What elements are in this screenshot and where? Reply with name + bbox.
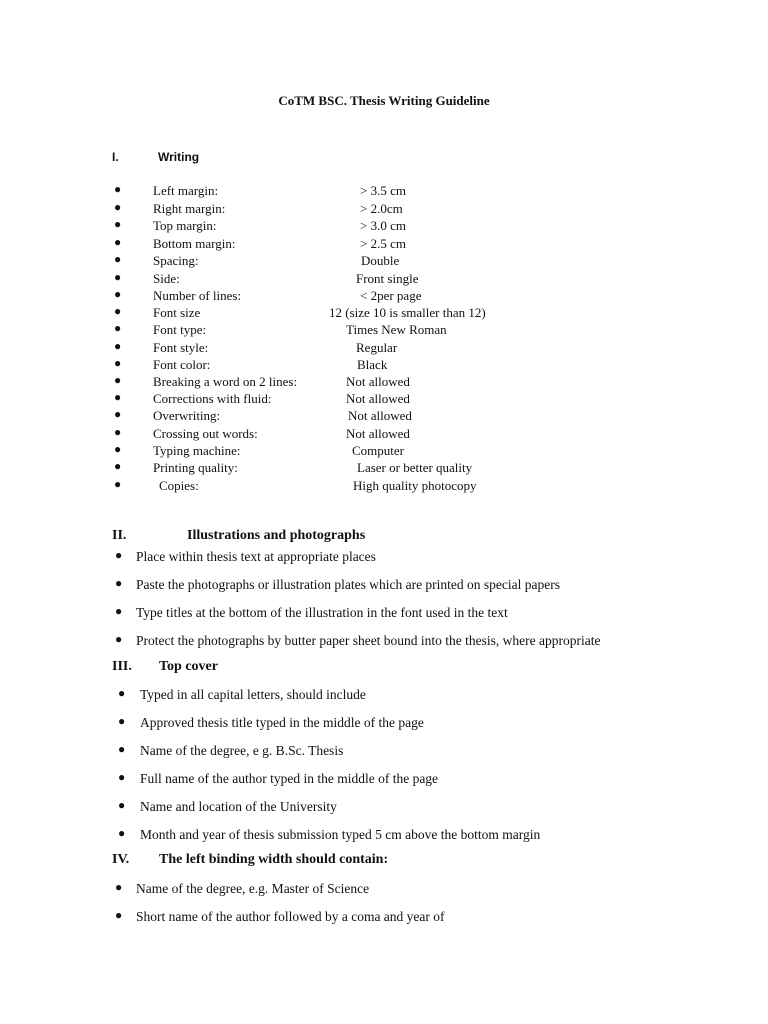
- spec-label: Font type:: [153, 322, 207, 337]
- section-title: Illustrations and photographs: [187, 528, 366, 543]
- list-item-text: Short name of the author followed by a coma and year of: [136, 909, 445, 924]
- bullet-icon: ●: [114, 459, 122, 473]
- bullet-icon: ●: [114, 235, 122, 249]
- bullet-icon: ●: [118, 798, 126, 812]
- spec-row-right-margin: [0, 201, 768, 218]
- bullet-icon: ●: [118, 714, 126, 728]
- spec-label: Number of lines:: [153, 288, 242, 303]
- bullet-icon: ●: [115, 632, 123, 646]
- section-title: The left binding width should contain:: [159, 852, 389, 867]
- spec-label: Typing machine:: [153, 443, 241, 458]
- spec-row-side: [0, 271, 768, 288]
- spec-label: Font size: [153, 305, 201, 320]
- spec-label: Copies:: [159, 478, 199, 493]
- spec-label: Overwriting:: [153, 408, 221, 423]
- bullet-icon: ●: [115, 880, 123, 894]
- spec-value: < 2per page: [360, 288, 422, 303]
- document-title: CoTM BSC. Thesis Writing Guideline: [278, 93, 490, 108]
- list-item-text: Paste the photographs or illustration plates which are printed on special papers: [136, 577, 561, 592]
- bullet-icon: ●: [114, 407, 122, 421]
- spec-value: > 2.0cm: [360, 201, 403, 216]
- spec-value: Not allowed: [348, 408, 412, 423]
- spec-row-font-type: [0, 322, 768, 339]
- list-item-text: Name of the degree, e.g. Master of Science: [136, 881, 370, 896]
- spec-value: > 3.0 cm: [360, 218, 406, 233]
- spec-label: Spacing:: [153, 253, 199, 268]
- list-item-text: Type titles at the bottom of the illustration in the font used in the text: [136, 605, 508, 620]
- bullet-icon: ●: [115, 548, 123, 562]
- spec-label: Breaking a word on 2 lines:: [153, 374, 298, 389]
- spec-row-number-of-lines: [0, 288, 768, 305]
- bullet-icon: ●: [114, 270, 122, 284]
- bullet-icon: ●: [118, 742, 126, 756]
- list-item-text: Name of the degree, e g. B.Sc. Thesis: [140, 743, 344, 758]
- spec-value: Double: [361, 253, 400, 268]
- spec-label: Font color:: [153, 357, 211, 372]
- bullet-icon: ●: [114, 217, 122, 231]
- bullet-icon: ●: [114, 373, 122, 387]
- bullet-icon: ●: [118, 770, 126, 784]
- list-item-text: Protect the photographs by butter paper sheet bound into the thesis, where appropriate: [136, 633, 601, 648]
- spec-row-top-margin: [0, 218, 768, 235]
- spec-label: Side:: [153, 271, 180, 286]
- spec-value: Not allowed: [346, 391, 410, 406]
- section-title: Top cover: [159, 659, 218, 674]
- spec-row-overwriting: [0, 408, 768, 425]
- spec-label: Crossing out words:: [153, 426, 258, 441]
- spec-row-left-margin: [0, 183, 768, 200]
- spec-value: Not allowed: [346, 426, 410, 441]
- spec-value: Regular: [356, 340, 398, 355]
- spec-row-printing-quality: [0, 460, 768, 477]
- bullet-icon: ●: [114, 356, 122, 370]
- bullet-icon: ●: [115, 576, 123, 590]
- spec-value: Black: [357, 357, 388, 372]
- bullet-icon: ●: [114, 390, 122, 404]
- spec-value: Computer: [352, 443, 404, 458]
- spec-label: Printing quality:: [153, 460, 238, 475]
- spec-value: Front single: [356, 271, 419, 286]
- list-item-text: Place within thesis text at appropriate places: [136, 549, 376, 564]
- bullet-icon: ●: [114, 442, 122, 456]
- list-item-text: Month and year of thesis submission typed 5 cm above the bottom margin: [140, 827, 541, 842]
- bullet-icon: ●: [118, 686, 126, 700]
- list-item-text: Name and location of the University: [140, 799, 337, 814]
- bullet-icon: ●: [114, 425, 122, 439]
- list-item-text: Approved thesis title typed in the middle of the page: [140, 715, 424, 730]
- spec-row-font-style: [0, 340, 768, 357]
- bullet-icon: ●: [118, 826, 126, 840]
- bullet-icon: ●: [114, 287, 122, 301]
- spec-label: Font style:: [153, 340, 209, 355]
- spec-label: Left margin:: [153, 183, 219, 198]
- bullet-icon: ●: [115, 908, 123, 922]
- bullet-icon: ●: [114, 182, 122, 196]
- spec-label: Corrections with fluid:: [153, 391, 272, 406]
- bullet-icon: ●: [114, 477, 122, 491]
- spec-row-bottom-margin: [0, 236, 768, 253]
- bullet-icon: ●: [115, 604, 123, 618]
- spec-row-font-color: [0, 357, 768, 374]
- bullet-icon: ●: [114, 321, 122, 335]
- spec-row-crossing-out: [0, 426, 768, 443]
- spec-value: Not allowed: [346, 374, 410, 389]
- spec-row-copies: [0, 478, 768, 495]
- section-number: I.: [112, 150, 119, 164]
- spec-value: 12 (size 10 is smaller than 12): [329, 305, 486, 320]
- spec-row-corrections-fluid: [0, 391, 768, 408]
- list-item-text: Typed in all capital letters, should include: [140, 687, 366, 702]
- spec-label: Bottom margin:: [153, 236, 236, 251]
- spec-row-spacing: [0, 253, 768, 270]
- bullet-icon: ●: [114, 304, 122, 318]
- spec-value: Times New Roman: [346, 322, 447, 337]
- spec-label: Right margin:: [153, 201, 226, 216]
- spec-value: > 2.5 cm: [360, 236, 406, 251]
- list-item-text: Full name of the author typed in the middle of the page: [140, 771, 439, 786]
- bullet-icon: ●: [114, 339, 122, 353]
- spec-value: High quality photocopy: [353, 478, 477, 493]
- section-number: IV.: [112, 852, 130, 867]
- spec-row-typing-machine: [0, 443, 768, 460]
- section-number: III.: [112, 659, 132, 674]
- section-title: Writing: [158, 150, 200, 164]
- section-number: II.: [112, 528, 127, 543]
- spec-value: Laser or better quality: [357, 460, 473, 475]
- bullet-icon: ●: [114, 252, 122, 266]
- spec-row-font-size: [0, 305, 768, 322]
- bullet-icon: ●: [114, 200, 122, 214]
- spec-value: > 3.5 cm: [360, 183, 406, 198]
- spec-row-breaking-word: [0, 374, 768, 391]
- spec-label: Top margin:: [153, 218, 217, 233]
